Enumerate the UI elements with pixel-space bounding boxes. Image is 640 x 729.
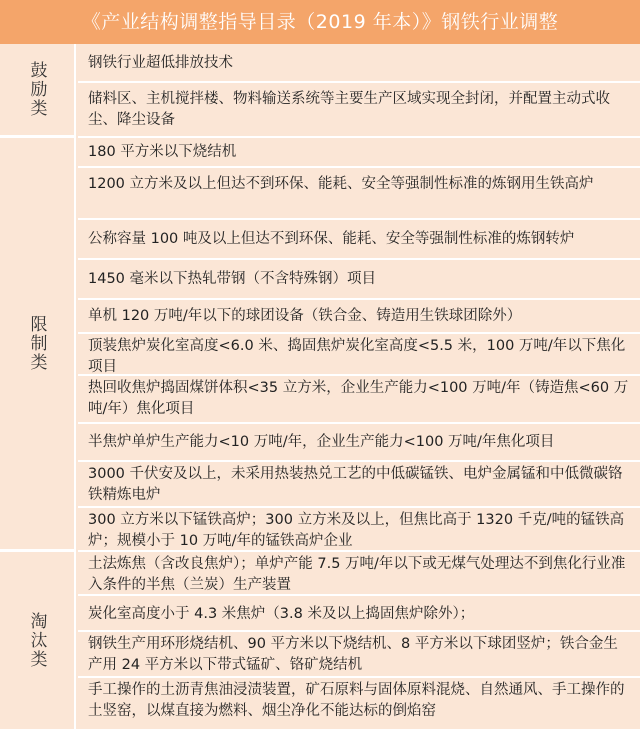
table-row: 热回收焦炉捣固煤饼体积<35 立方米，企业生产能力<100 万吨/年（铸造焦<60 万吨/年）焦化项目: [78, 376, 640, 424]
table-row: 300 立方米以下锰铁高炉；300 立方米及以上，但焦比高于 1320 千克/吨的锰铁高炉；规模小于 10 万吨/年的锰铁高炉企业: [78, 508, 640, 552]
category-encouraged: [0, 44, 76, 138]
table-row: 炭化室高度小于 4.3 米焦炉（3.8 米及以上捣固焦炉除外）；: [78, 596, 640, 632]
table-row: 半焦炉单炉生产能力<10 万吨/年，企业生产能力<100 万吨/年焦化项目: [78, 424, 640, 462]
table-row: 1200 立方米及以上但达不到环保、能耗、安全等强制性标准的炼钢用生铁高炉: [78, 168, 640, 220]
table-title: 《产业结构调整指导目录（2019 年本）》钢铁行业调整: [0, 0, 640, 44]
table-row: 顶装焦炉炭化室高度<6.0 米、捣固焦炉炭化室高度<5.5 米，100 万吨/年以下焦化项目: [78, 334, 640, 376]
table-row: 公称容量 100 吨及以上但达不到环保、能耗、安全等强制性标准的炼钢转炉: [78, 220, 640, 260]
category-label: 淘汰类: [26, 612, 47, 669]
category-restricted: [0, 138, 76, 552]
category-label: 限制类: [26, 315, 47, 372]
category-eliminated: [0, 552, 76, 729]
table-row: 储料区、主机搅拌楼、物料输送系统等主要生产区域实现全封闭，并配置主动式收尘、降尘设备: [78, 83, 640, 138]
table-row: 土法炼焦（含改良焦炉）；单炉产能 7.5 万吨/年以下或无煤气处理达不到焦化行业准入条件的半焦（兰炭）生产装置: [78, 552, 640, 596]
table-row: 1450 毫米以下热轧带钢（不含特殊钢）项目: [78, 260, 640, 300]
table-row: 180 平方米以下烧结机: [78, 138, 640, 168]
table-row: 钢铁生产用环形烧结机、90 平方米以下烧结机、8 平方米以下球团竖炉；铁合金生产用 24 平方米以下带式锰矿、铬矿烧结机: [78, 632, 640, 678]
table-row: 单机 120 万吨/年以下的球团设备（铁合金、铸造用生铁球团除外）: [78, 300, 640, 334]
category-label: 鼓励类: [26, 61, 47, 118]
table-row: 手工操作的土沥青焦油浸渍装置，矿石原料与固体原料混烧、自然通风、手工操作的土竖窑，以煤直接为燃料、烟尘净化不能达标的倒焰窑: [78, 678, 640, 729]
table-row: 钢铁行业超低排放技术: [78, 44, 640, 83]
table-row: 3000 千伏安及以上，未采用热装热兑工艺的中低碳锰铁、电炉金属锰和中低微碳铬铁精炼电炉: [78, 462, 640, 508]
